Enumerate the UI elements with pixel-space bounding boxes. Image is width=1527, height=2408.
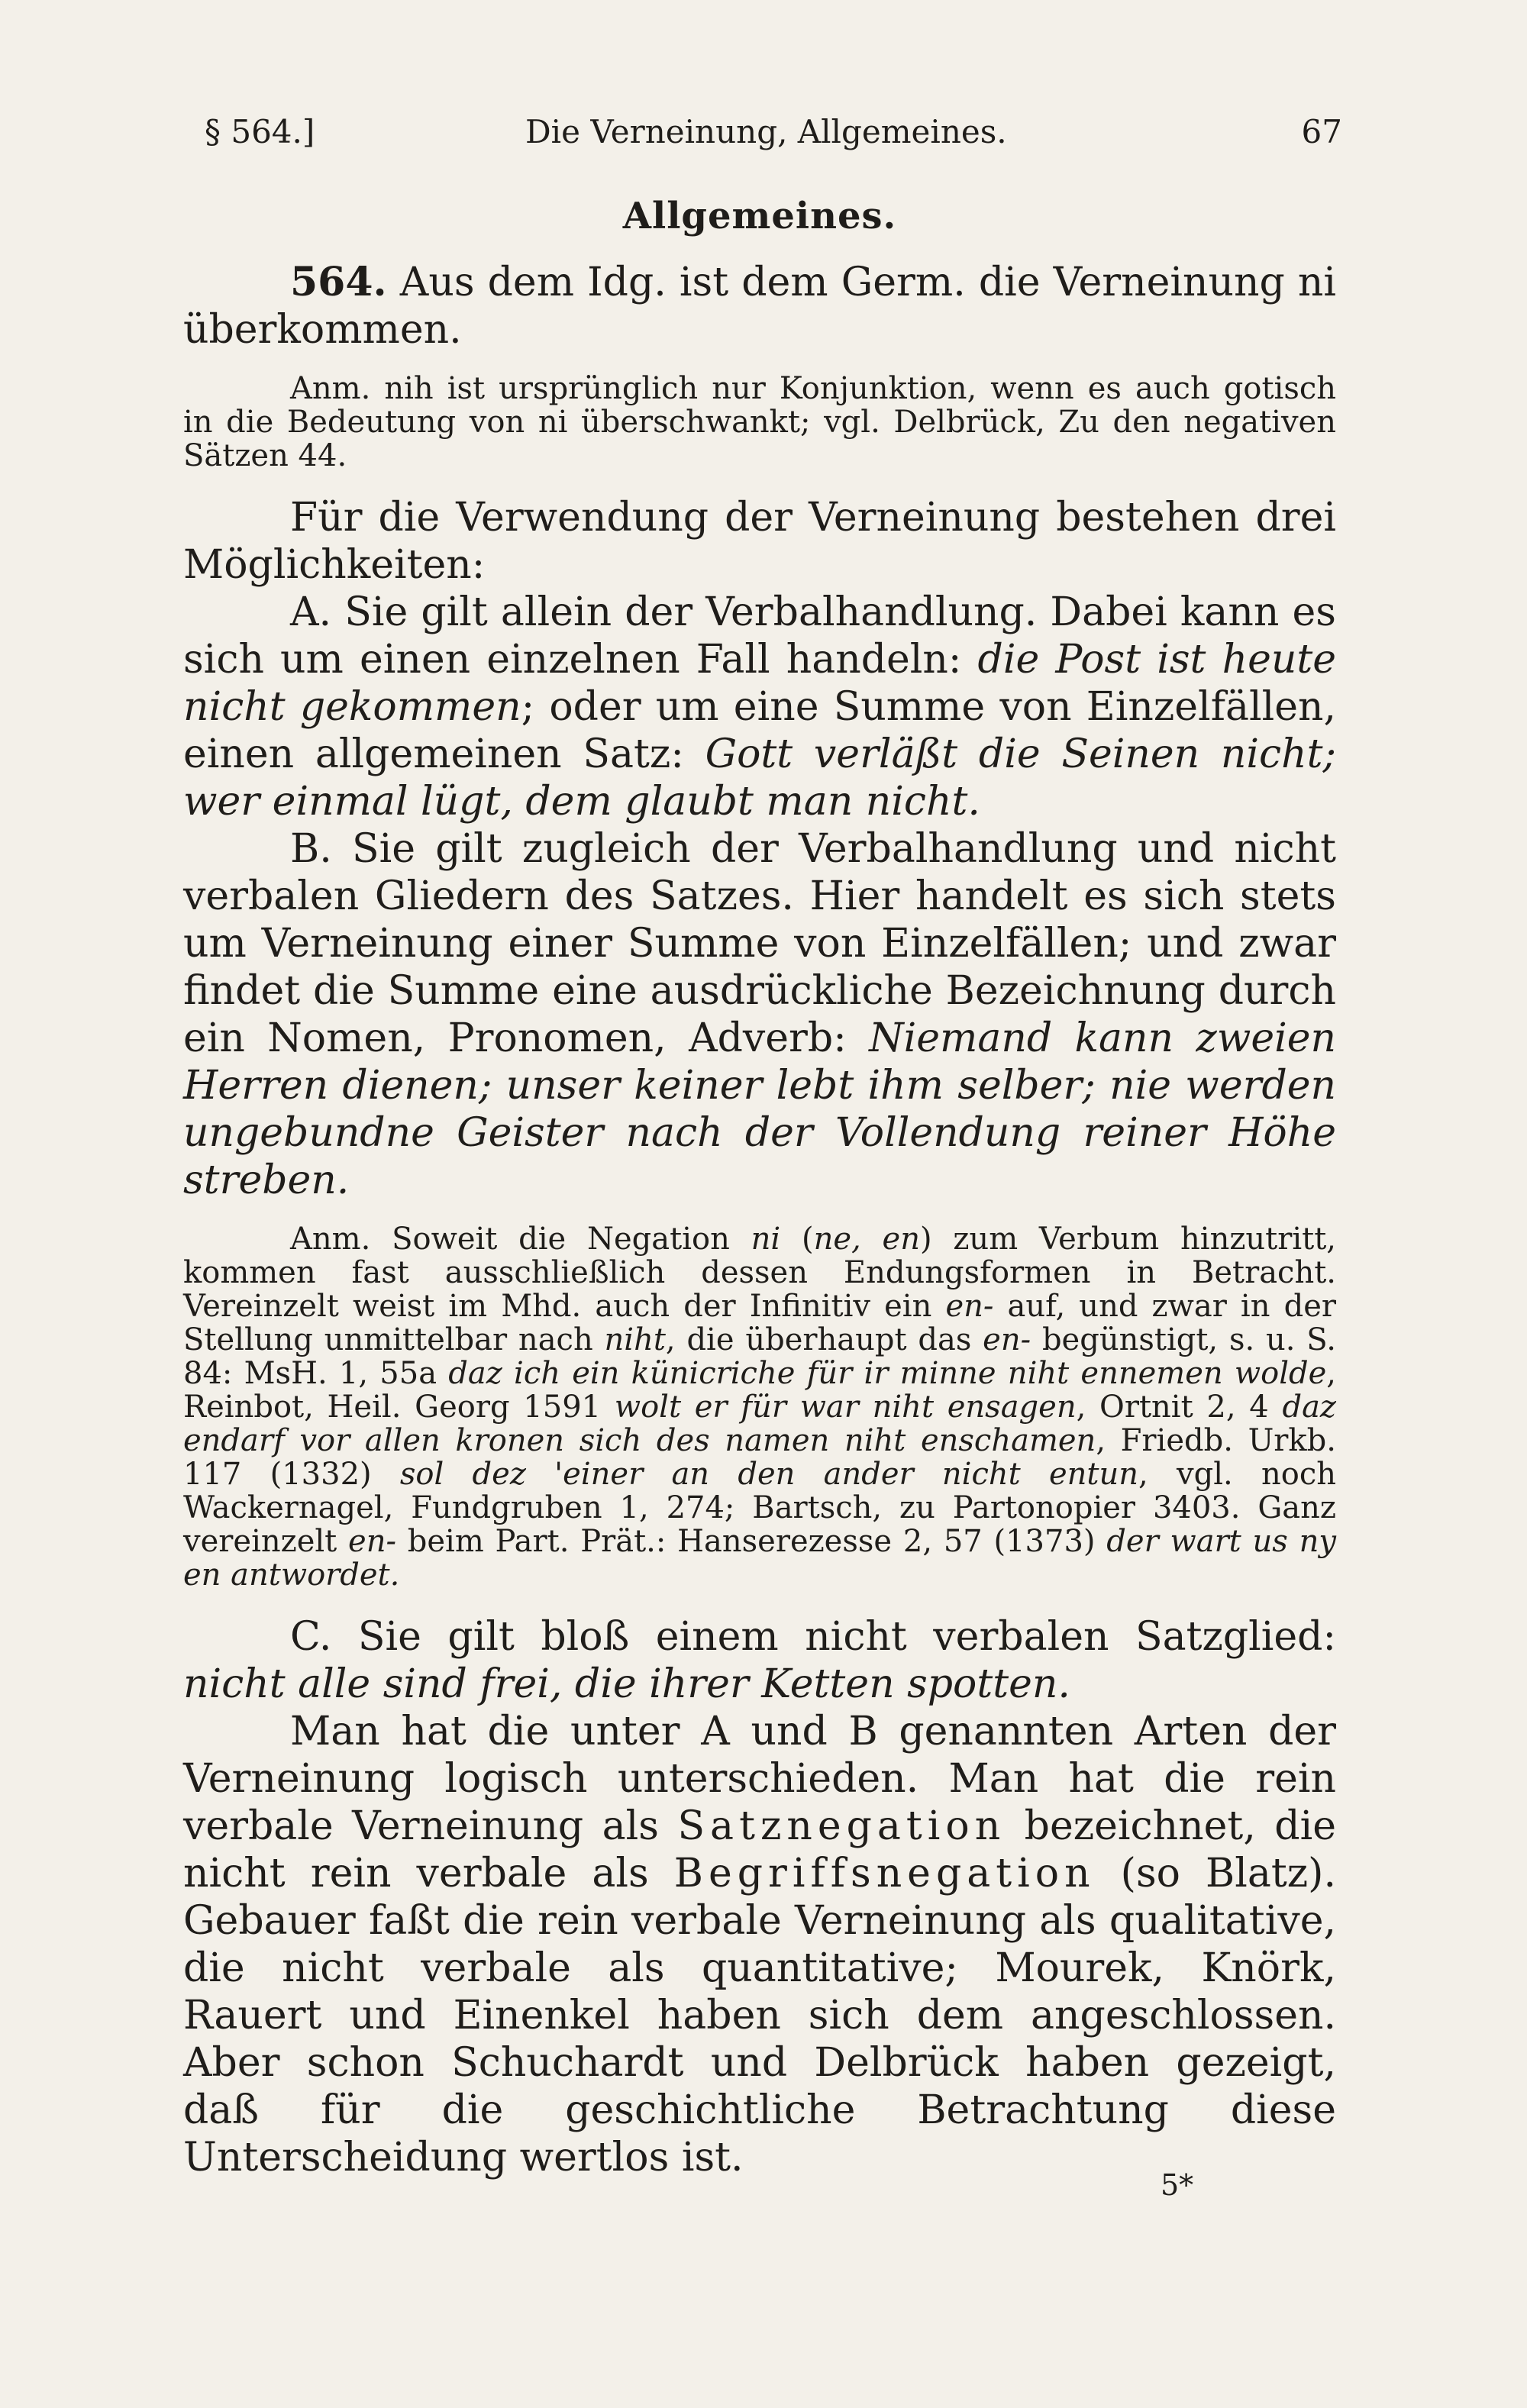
annotation-1 bbox=[183, 372, 1336, 473]
anm-2-italic: wolt er für war niht ensagen bbox=[614, 1390, 1077, 1425]
paragraph-conclusion bbox=[183, 1708, 1336, 2181]
paragraph-a bbox=[183, 589, 1336, 825]
anm-2-text: , vgl. noch Wackernagel, Fundgruben 1, 274; Bartsch, zu Partonopier 3403. Ganz vereinzelt bbox=[183, 1457, 1336, 1559]
anm-2-italic: en- bbox=[983, 1322, 1031, 1357]
paragraph-b bbox=[183, 825, 1336, 1204]
conclusion-text: bezeichnet, die nicht rein verbale als bbox=[183, 1803, 1336, 1896]
section-reference: § 564.] bbox=[205, 113, 315, 150]
term-begriffsnegation: Begriffsnegation bbox=[673, 1851, 1096, 1896]
example-c: nicht alle sind frei, die ihrer Ketten spotten. bbox=[183, 1661, 1070, 1707]
anm-2-italic: en- bbox=[945, 1289, 994, 1324]
anm-2-text: , Reinbot, Heil. Georg 1591 bbox=[183, 1356, 1336, 1425]
paragraph-a-mid: ; oder um eine Summe von Einzelfällen, einen allgemeinen Satz: bbox=[183, 684, 1336, 777]
section-number: 564. bbox=[290, 259, 387, 305]
page-number: 67 bbox=[1301, 113, 1342, 150]
anm-2-italic: niht bbox=[604, 1322, 666, 1357]
anm-2-text: , Ortnit 2, 4 bbox=[1076, 1390, 1283, 1425]
anm-2-text: begünstigt, s. u. S. 84: MsH. 1, 55a bbox=[183, 1322, 1336, 1391]
paragraph-b-intro: B. Sie gilt zugleich der Verbalhandlung und nicht verbalen Gliedern des Satzes. Hier handelt es sich stets um Verneinung einer Summe von Einzelfällen; und zwar findet die Summe eine ausdrückliche Bezeichnung durch ein Nomen, Pronomen, Adverb: bbox=[183, 826, 1336, 1061]
anm-label: Anm. bbox=[290, 1222, 371, 1257]
section-564-paragraph bbox=[183, 259, 1336, 353]
anm-2-italic: ne, en bbox=[813, 1222, 920, 1257]
anm-2-italic: der wart us ny en antwordet. bbox=[183, 1524, 1336, 1593]
paragraph-c-intro: C. Sie gilt bloß einem nicht verbalen Satzglied: bbox=[290, 1614, 1336, 1660]
annotation-2 bbox=[183, 1222, 1336, 1592]
anm-2-italic: sol dez 'einer an den ander nicht entun bbox=[399, 1457, 1139, 1492]
page-body bbox=[183, 195, 1336, 2181]
anm-2-italic: daz ich ein künicriche für ir minne niht ennemen wolde bbox=[448, 1356, 1327, 1391]
paragraph-possibilities: Für die Verwendung der Verneinung bestehen drei Möglichkeiten: bbox=[183, 495, 1336, 588]
anm-2-italic: daz endarf vor allen kronen sich des namen niht enschamen bbox=[183, 1390, 1336, 1458]
term-satznegation: Satznegation bbox=[677, 1803, 1006, 1849]
anm-label: Anm. bbox=[290, 371, 371, 406]
anm-2-text: ) zum Verbum hinzutritt, kommen fast ausschließlich dessen Endungsformen in Betracht. Vereinzelt weist im Mhd. auch der Infinitiv ein bbox=[183, 1222, 1337, 1324]
example-b: Niemand kann zweien Herren dienen; unser keiner lebt ihm selber; nie werden ungebundne Geister nach der Vollendung reiner Höhe streben. bbox=[183, 1015, 1336, 1203]
anm-2-text: , die überhaupt das bbox=[665, 1322, 983, 1357]
example-a2: Gott verläßt die Seinen nicht; wer einmal lügt, dem glaubt man nicht. bbox=[183, 731, 1336, 825]
anm-2-italic: en- bbox=[348, 1524, 396, 1559]
running-header bbox=[205, 113, 1342, 159]
anm-2-text: beim Part. Prät.: Hanserezesse 2, 57 (1373) bbox=[395, 1524, 1107, 1559]
paragraph-a-intro: A. Sie gilt allein der Verbalhandlung. Dabei kann es sich um einen einzelnen Fall handeln: bbox=[183, 589, 1336, 683]
chapter-heading: Allgemeines. bbox=[622, 195, 897, 237]
anm-2-text: ( bbox=[780, 1222, 814, 1257]
anm-2-italic: ni bbox=[751, 1222, 781, 1257]
section-564-text: Aus dem Idg. ist dem Germ. die Verneinung ni überkommen. bbox=[183, 260, 1336, 353]
conclusion-text: Man hat die unter A und B genannten Arten der Verneinung logisch unterschieden. Man hat die rein verbale Verneinung als bbox=[183, 1709, 1336, 1849]
anm-2-text: Soweit die Negation bbox=[392, 1222, 751, 1257]
example-a1: die Post ist heute nicht gekommen bbox=[183, 637, 1336, 730]
anm-2-text: auf, und zwar in der Stellung unmittelbar nach bbox=[183, 1289, 1336, 1357]
paragraph-c bbox=[183, 1613, 1336, 1708]
conclusion-text: (so Blatz). Gebauer faßt die rein verbale Verneinung als qualitative, die nicht verbale als quantitative; Mourek, Knörk, Rauert und Einenkel haben sich dem angeschlossen. Aber schon Schuchardt und Delbrück haben gezeigt, daß für die geschichtliche Betrachtung diese Unterscheidung wertlos ist. bbox=[183, 1851, 1336, 2180]
signature-mark: 5* bbox=[1161, 2168, 1194, 2202]
anm-2-text: , Friedb. Urkb. 117 (1332) bbox=[183, 1423, 1336, 1492]
running-title: Die Verneinung, Allgemeines. bbox=[525, 113, 1007, 150]
anm-1-text: nih ist ursprünglich nur Konjunktion, wenn es auch gotisch in die Bedeutung von ni überschwankt; vgl. Delbrück, Zu den negativen Sätzen 44. bbox=[183, 371, 1337, 473]
